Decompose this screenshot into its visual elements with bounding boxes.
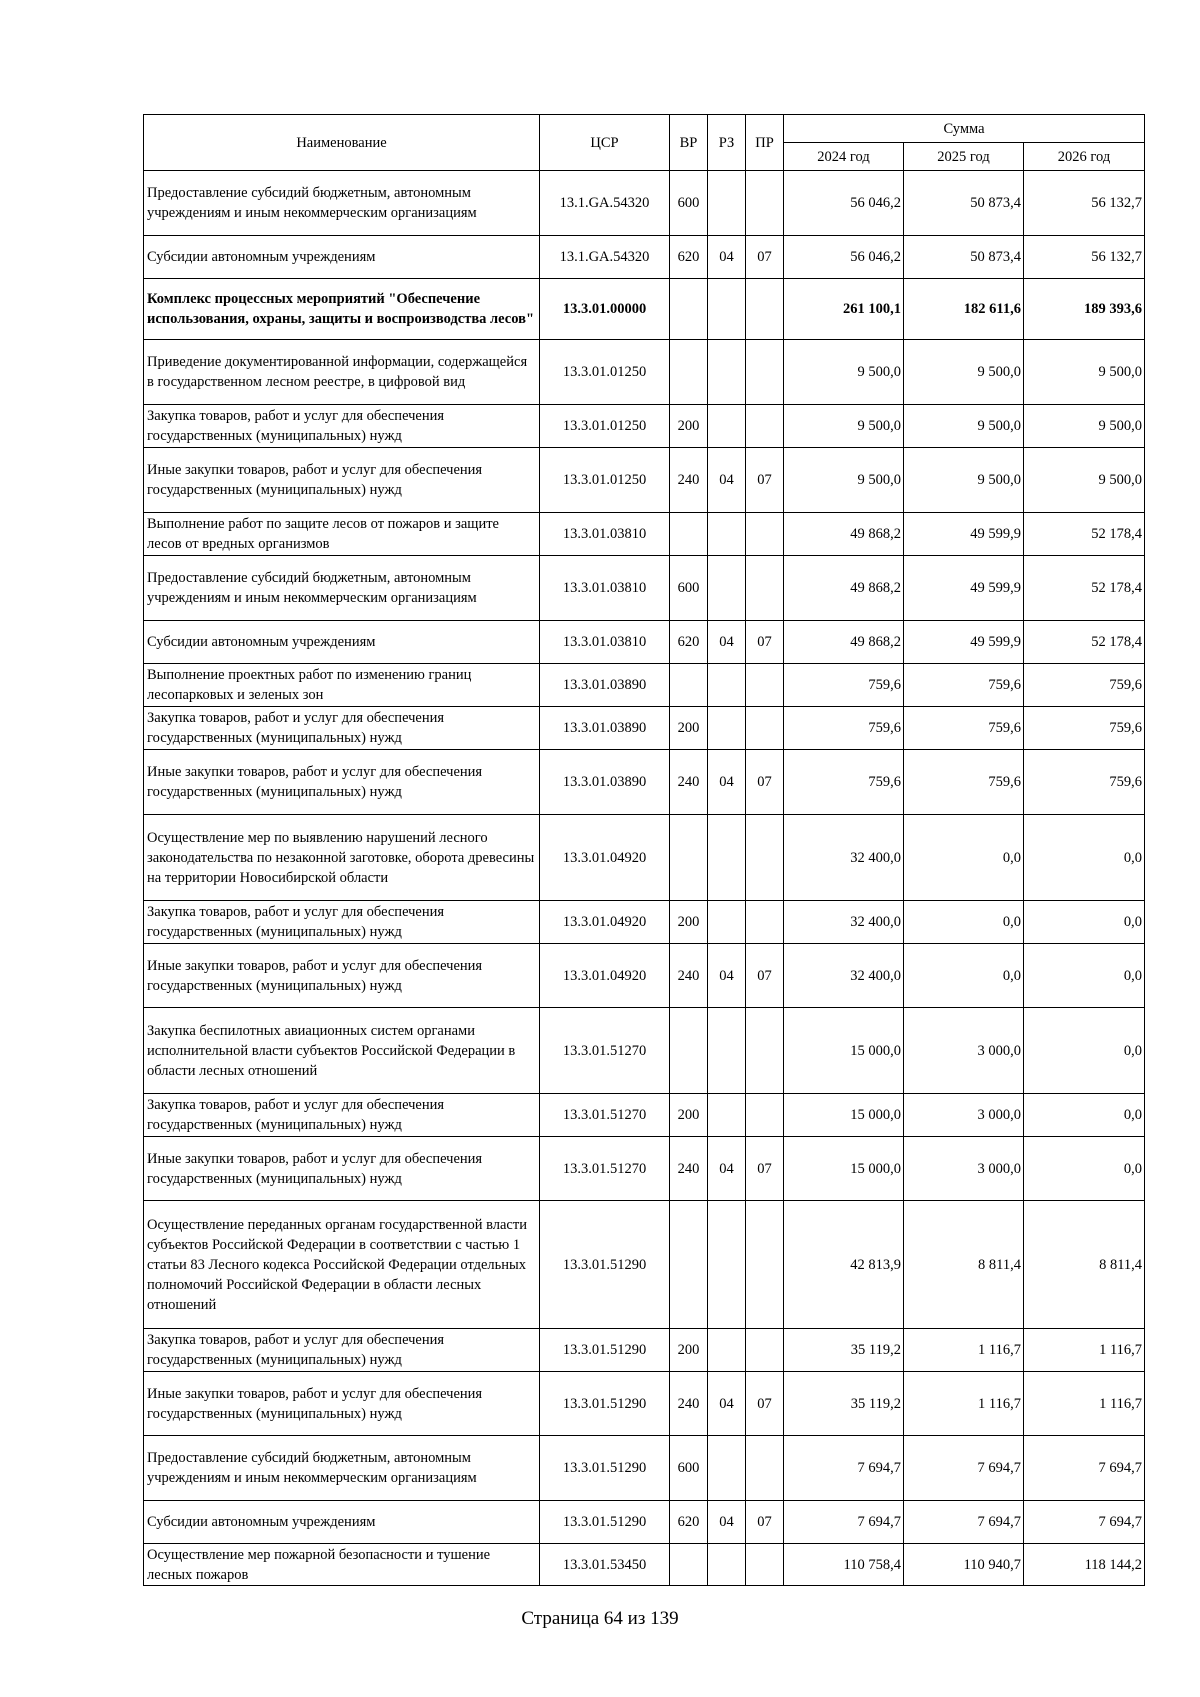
cell-2025: 0,0 — [904, 815, 1024, 901]
cell-pr — [746, 279, 784, 340]
cell-2024: 7 694,7 — [784, 1501, 904, 1544]
cell-csr: 13.3.01.01250 — [540, 448, 670, 513]
cell-2026: 1 116,7 — [1024, 1372, 1145, 1436]
table-row — [144, 1137, 1145, 1201]
table-row — [144, 901, 1145, 944]
cell-2025: 7 694,7 — [904, 1436, 1024, 1501]
cell-name: Осуществление мер по выявлению нарушений лесного законодательства по незаконной заготовке, оборота древесины на территории Новосибирской области — [144, 815, 540, 901]
cell-csr: 13.3.01.51270 — [540, 1137, 670, 1201]
cell-name: Закупка товаров, работ и услуг для обеспечения государственных (муниципальных) нужд — [144, 1329, 540, 1372]
header-name: Наименование — [144, 115, 540, 171]
table-row — [144, 1008, 1145, 1094]
cell-csr: 13.3.01.51290 — [540, 1201, 670, 1329]
cell-vr: 620 — [670, 1501, 708, 1544]
cell-rz — [708, 556, 746, 621]
cell-csr: 13.3.01.03890 — [540, 750, 670, 815]
cell-2025: 49 599,9 — [904, 513, 1024, 556]
budget-table — [143, 114, 1145, 1586]
cell-2025: 50 873,4 — [904, 171, 1024, 236]
cell-2025: 1 116,7 — [904, 1329, 1024, 1372]
cell-rz: 04 — [708, 750, 746, 815]
cell-name: Субсидии автономным учреждениям — [144, 1501, 540, 1544]
cell-2024: 759,6 — [784, 664, 904, 707]
cell-csr: 13.3.01.01250 — [540, 405, 670, 448]
header-vr: ВР — [670, 115, 708, 171]
table-row — [144, 1544, 1145, 1586]
table-row — [144, 405, 1145, 448]
cell-rz: 04 — [708, 1501, 746, 1544]
cell-name: Закупка товаров, работ и услуг для обеспечения государственных (муниципальных) нужд — [144, 707, 540, 750]
cell-rz — [708, 1329, 746, 1372]
cell-pr: 07 — [746, 1137, 784, 1201]
header-year-2026: 2026 год — [1024, 143, 1145, 171]
cell-csr: 13.3.01.03810 — [540, 556, 670, 621]
cell-csr: 13.3.01.03890 — [540, 707, 670, 750]
cell-vr — [670, 279, 708, 340]
cell-2026: 0,0 — [1024, 1094, 1145, 1137]
header-year-2024: 2024 год — [784, 143, 904, 171]
cell-2025: 759,6 — [904, 664, 1024, 707]
cell-2025: 0,0 — [904, 901, 1024, 944]
cell-2026: 52 178,4 — [1024, 621, 1145, 664]
cell-2025: 8 811,4 — [904, 1201, 1024, 1329]
cell-rz: 04 — [708, 621, 746, 664]
cell-2024: 759,6 — [784, 707, 904, 750]
cell-vr: 200 — [670, 1329, 708, 1372]
cell-pr: 07 — [746, 621, 784, 664]
cell-rz — [708, 1436, 746, 1501]
cell-2026: 56 132,7 — [1024, 171, 1145, 236]
cell-csr: 13.1.GA.54320 — [540, 236, 670, 279]
cell-2026: 7 694,7 — [1024, 1436, 1145, 1501]
cell-2026: 9 500,0 — [1024, 405, 1145, 448]
cell-2026: 0,0 — [1024, 815, 1145, 901]
cell-vr: 200 — [670, 707, 708, 750]
cell-2024: 15 000,0 — [784, 1094, 904, 1137]
cell-vr: 620 — [670, 621, 708, 664]
cell-rz: 04 — [708, 236, 746, 279]
cell-2026: 8 811,4 — [1024, 1201, 1145, 1329]
cell-name: Предоставление субсидий бюджетным, автономным учреждениям и иным некоммерческим организациям — [144, 171, 540, 236]
cell-2026: 0,0 — [1024, 1137, 1145, 1201]
cell-vr: 240 — [670, 944, 708, 1008]
cell-name: Предоставление субсидий бюджетным, автономным учреждениям и иным некоммерческим организациям — [144, 556, 540, 621]
cell-pr — [746, 1008, 784, 1094]
header-year-2025: 2025 год — [904, 143, 1024, 171]
cell-rz — [708, 1201, 746, 1329]
cell-csr: 13.3.01.53450 — [540, 1544, 670, 1586]
cell-pr: 07 — [746, 448, 784, 513]
cell-name: Иные закупки товаров, работ и услуг для обеспечения государственных (муниципальных) нужд — [144, 1137, 540, 1201]
cell-csr: 13.3.01.01250 — [540, 340, 670, 405]
cell-name: Осуществление переданных органам государственной власти субъектов Российской Федерации в соответствии с частью 1 статьи 83 Лесного кодекса Российской Федерации отдельных полномочий Российской Федерации в области лесных отношений — [144, 1201, 540, 1329]
cell-2026: 759,6 — [1024, 750, 1145, 815]
cell-2025: 3 000,0 — [904, 1008, 1024, 1094]
cell-pr: 07 — [746, 236, 784, 279]
cell-pr — [746, 556, 784, 621]
cell-name: Иные закупки товаров, работ и услуг для обеспечения государственных (муниципальных) нужд — [144, 944, 540, 1008]
cell-csr: 13.3.01.03890 — [540, 664, 670, 707]
cell-2026: 189 393,6 — [1024, 279, 1145, 340]
cell-pr: 07 — [746, 944, 784, 1008]
cell-2024: 261 100,1 — [784, 279, 904, 340]
cell-pr — [746, 1436, 784, 1501]
cell-vr: 600 — [670, 556, 708, 621]
cell-pr — [746, 1329, 784, 1372]
cell-csr: 13.1.GA.54320 — [540, 171, 670, 236]
cell-name: Закупка товаров, работ и услуг для обеспечения государственных (муниципальных) нужд — [144, 1094, 540, 1137]
cell-2024: 32 400,0 — [784, 815, 904, 901]
cell-pr — [746, 405, 784, 448]
cell-2024: 32 400,0 — [784, 901, 904, 944]
cell-csr: 13.3.01.03810 — [540, 513, 670, 556]
table-row — [144, 448, 1145, 513]
cell-2025: 9 500,0 — [904, 340, 1024, 405]
table-row — [144, 340, 1145, 405]
cell-2024: 15 000,0 — [784, 1008, 904, 1094]
cell-csr: 13.3.01.03810 — [540, 621, 670, 664]
cell-name: Иные закупки товаров, работ и услуг для обеспечения государственных (муниципальных) нужд — [144, 448, 540, 513]
cell-csr: 13.3.01.04920 — [540, 901, 670, 944]
cell-2026: 759,6 — [1024, 707, 1145, 750]
table-row — [144, 1094, 1145, 1137]
table-row — [144, 1201, 1145, 1329]
cell-name: Приведение документированной информации, содержащейся в государственном лесном реестре, в цифровой вид — [144, 340, 540, 405]
cell-csr: 13.3.01.00000 — [540, 279, 670, 340]
cell-vr: 600 — [670, 171, 708, 236]
cell-rz — [708, 340, 746, 405]
cell-csr: 13.3.01.04920 — [540, 815, 670, 901]
cell-2024: 7 694,7 — [784, 1436, 904, 1501]
cell-2026: 0,0 — [1024, 944, 1145, 1008]
cell-2025: 759,6 — [904, 707, 1024, 750]
cell-2026: 759,6 — [1024, 664, 1145, 707]
cell-name: Иные закупки товаров, работ и услуг для обеспечения государственных (муниципальных) нужд — [144, 750, 540, 815]
cell-2024: 15 000,0 — [784, 1137, 904, 1201]
cell-name: Субсидии автономным учреждениям — [144, 236, 540, 279]
cell-csr: 13.3.01.51270 — [540, 1094, 670, 1137]
cell-pr — [746, 1544, 784, 1586]
cell-vr: 200 — [670, 1094, 708, 1137]
cell-2026: 0,0 — [1024, 1008, 1145, 1094]
cell-vr: 620 — [670, 236, 708, 279]
cell-pr — [746, 707, 784, 750]
cell-rz: 04 — [708, 448, 746, 513]
cell-2025: 50 873,4 — [904, 236, 1024, 279]
table-header — [144, 115, 1145, 171]
cell-name: Субсидии автономным учреждениям — [144, 621, 540, 664]
cell-2024: 9 500,0 — [784, 340, 904, 405]
cell-name: Закупка товаров, работ и услуг для обеспечения государственных (муниципальных) нужд — [144, 405, 540, 448]
cell-rz — [708, 405, 746, 448]
cell-rz — [708, 901, 746, 944]
table-row — [144, 513, 1145, 556]
cell-2026: 1 116,7 — [1024, 1329, 1145, 1372]
cell-name: Выполнение проектных работ по изменению границ лесопарковых и зеленых зон — [144, 664, 540, 707]
cell-2026: 9 500,0 — [1024, 340, 1145, 405]
cell-vr: 600 — [670, 1436, 708, 1501]
cell-csr: 13.3.01.04920 — [540, 944, 670, 1008]
cell-vr — [670, 513, 708, 556]
cell-2024: 49 868,2 — [784, 556, 904, 621]
cell-pr — [746, 1094, 784, 1137]
cell-rz — [708, 664, 746, 707]
cell-vr: 240 — [670, 750, 708, 815]
cell-csr: 13.3.01.51290 — [540, 1329, 670, 1372]
cell-name: Выполнение работ по защите лесов от пожаров и защите лесов от вредных организмов — [144, 513, 540, 556]
cell-vr: 200 — [670, 901, 708, 944]
cell-rz: 04 — [708, 1372, 746, 1436]
cell-csr: 13.3.01.51290 — [540, 1436, 670, 1501]
header-rz: РЗ — [708, 115, 746, 171]
table-row — [144, 1329, 1145, 1372]
cell-rz — [708, 707, 746, 750]
cell-2026: 7 694,7 — [1024, 1501, 1145, 1544]
cell-rz — [708, 513, 746, 556]
cell-2024: 49 868,2 — [784, 621, 904, 664]
cell-2026: 9 500,0 — [1024, 448, 1145, 513]
cell-rz — [708, 171, 746, 236]
cell-2024: 9 500,0 — [784, 405, 904, 448]
cell-pr — [746, 815, 784, 901]
cell-vr: 200 — [670, 405, 708, 448]
table-body — [144, 171, 1145, 1586]
cell-pr: 07 — [746, 1372, 784, 1436]
cell-2025: 49 599,9 — [904, 556, 1024, 621]
table-row — [144, 750, 1145, 815]
cell-2025: 0,0 — [904, 944, 1024, 1008]
table-row — [144, 1436, 1145, 1501]
cell-pr — [746, 513, 784, 556]
page-number: Страница 64 из 139 — [521, 1608, 679, 1629]
cell-vr — [670, 815, 708, 901]
cell-vr — [670, 340, 708, 405]
cell-2026: 52 178,4 — [1024, 556, 1145, 621]
header-sum: Сумма — [784, 115, 1145, 143]
cell-name: Осуществление мер пожарной безопасности и тушение лесных пожаров — [144, 1544, 540, 1586]
cell-2025: 110 940,7 — [904, 1544, 1024, 1586]
cell-2024: 110 758,4 — [784, 1544, 904, 1586]
table-row — [144, 1372, 1145, 1436]
cell-pr — [746, 171, 784, 236]
cell-2024: 42 813,9 — [784, 1201, 904, 1329]
cell-pr — [746, 901, 784, 944]
cell-2026: 118 144,2 — [1024, 1544, 1145, 1586]
cell-2025: 9 500,0 — [904, 405, 1024, 448]
cell-2025: 7 694,7 — [904, 1501, 1024, 1544]
cell-pr — [746, 340, 784, 405]
cell-vr — [670, 1201, 708, 1329]
cell-2026: 52 178,4 — [1024, 513, 1145, 556]
cell-rz — [708, 1008, 746, 1094]
cell-vr — [670, 1008, 708, 1094]
cell-2024: 35 119,2 — [784, 1372, 904, 1436]
cell-rz — [708, 1544, 746, 1586]
table-row — [144, 236, 1145, 279]
cell-rz: 04 — [708, 944, 746, 1008]
cell-name: Предоставление субсидий бюджетным, автономным учреждениям и иным некоммерческим организациям — [144, 1436, 540, 1501]
header-pr: ПР — [746, 115, 784, 171]
cell-2024: 759,6 — [784, 750, 904, 815]
cell-vr: 240 — [670, 1137, 708, 1201]
cell-csr: 13.3.01.51290 — [540, 1372, 670, 1436]
table-row — [144, 664, 1145, 707]
cell-2024: 49 868,2 — [784, 513, 904, 556]
cell-2024: 56 046,2 — [784, 236, 904, 279]
cell-2025: 9 500,0 — [904, 448, 1024, 513]
cell-name: Комплекс процессных мероприятий "Обеспечение использования, охраны, защиты и воспроизводства лесов" — [144, 279, 540, 340]
cell-2025: 49 599,9 — [904, 621, 1024, 664]
cell-pr — [746, 664, 784, 707]
table-row — [144, 621, 1145, 664]
cell-name: Закупка товаров, работ и услуг для обеспечения государственных (муниципальных) нужд — [144, 901, 540, 944]
cell-pr: 07 — [746, 1501, 784, 1544]
table-row — [144, 944, 1145, 1008]
cell-2025: 182 611,6 — [904, 279, 1024, 340]
cell-vr: 240 — [670, 448, 708, 513]
cell-2024: 9 500,0 — [784, 448, 904, 513]
cell-pr: 07 — [746, 750, 784, 815]
cell-2025: 759,6 — [904, 750, 1024, 815]
cell-rz — [708, 1094, 746, 1137]
table-row — [144, 279, 1145, 340]
table-row — [144, 171, 1145, 236]
cell-vr: 240 — [670, 1372, 708, 1436]
cell-2024: 56 046,2 — [784, 171, 904, 236]
cell-rz — [708, 279, 746, 340]
header-csr: ЦСР — [540, 115, 670, 171]
cell-rz: 04 — [708, 1137, 746, 1201]
cell-pr — [746, 1201, 784, 1329]
cell-2024: 35 119,2 — [784, 1329, 904, 1372]
cell-2025: 1 116,7 — [904, 1372, 1024, 1436]
cell-rz — [708, 815, 746, 901]
cell-2026: 0,0 — [1024, 901, 1145, 944]
cell-csr: 13.3.01.51270 — [540, 1008, 670, 1094]
table-row — [144, 1501, 1145, 1544]
cell-vr — [670, 664, 708, 707]
table-row — [144, 556, 1145, 621]
cell-name: Закупка беспилотных авиационных систем органами исполнительной власти субъектов Российской Федерации в области лесных отношений — [144, 1008, 540, 1094]
cell-2026: 56 132,7 — [1024, 236, 1145, 279]
cell-name: Иные закупки товаров, работ и услуг для обеспечения государственных (муниципальных) нужд — [144, 1372, 540, 1436]
table-row — [144, 815, 1145, 901]
cell-2025: 3 000,0 — [904, 1137, 1024, 1201]
cell-csr: 13.3.01.51290 — [540, 1501, 670, 1544]
table-row — [144, 707, 1145, 750]
cell-2025: 3 000,0 — [904, 1094, 1024, 1137]
cell-2024: 32 400,0 — [784, 944, 904, 1008]
cell-vr — [670, 1544, 708, 1586]
